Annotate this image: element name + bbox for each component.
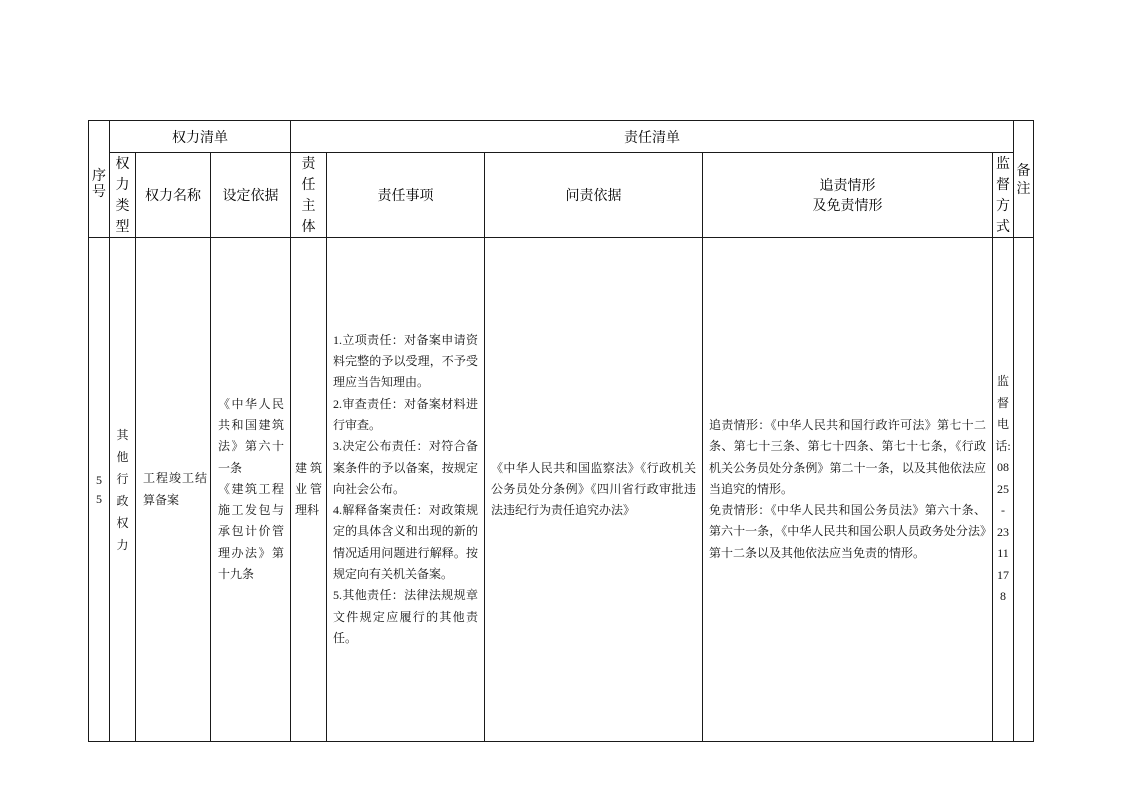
- header-accountability-cases-line2: 及免责情形: [812, 197, 883, 213]
- table-row: [89, 238, 1034, 742]
- supervision-text-segment: 08: [997, 460, 1010, 475]
- cell-legal-basis: [211, 238, 291, 742]
- responsibility-item: 4.解释备案责任：对政策规定的具体含义和出现的新的情况适用问题进行解释。按规定向有关机关备案。: [333, 503, 478, 582]
- supervision-text-segment: 话:: [995, 438, 1011, 453]
- supervision-text-segment: 17: [997, 567, 1010, 582]
- header-supervision-label: 监督方式: [996, 155, 1011, 234]
- header-cell-responsibility-items: [327, 153, 485, 238]
- responsibility-item: 1.立项责任：对备案申请资料完整的予以受理，不予受理应当告知理由。: [333, 332, 478, 390]
- supervision-text-segment: 23: [997, 524, 1010, 539]
- power-responsibility-table: [88, 120, 1034, 742]
- header-remarks-label: 备注: [1016, 162, 1031, 196]
- accountability-basis-text: 《中华人民共和国监察法》《行政机关公务员处分条例》《四川省行政审批违法违纪行为责任追究办法》: [491, 460, 696, 518]
- header-legal-basis-label: 设定依据: [222, 187, 279, 203]
- header-cell-power-type: [110, 153, 136, 238]
- supervision-text-segment: 25: [997, 481, 1010, 496]
- responsibility-item: 5.其他责任：法律法规规章文件规定应履行的其他责任。: [333, 588, 478, 645]
- header-cell-seq: [89, 121, 110, 238]
- accountability-case-paragraph: 追责情形：《中华人民共和国行政许可法》第七十二条、第七十三条、第七十四条、第七十七条，《行政机关公务员处分条例》第二十一条，以及其他依法应当追究的情形。: [709, 417, 986, 496]
- cell-supervision: [993, 238, 1014, 742]
- cell-responsibility-items: [327, 238, 485, 742]
- header-power-type-label: 权力类型: [115, 155, 130, 234]
- header-cell-legal-basis: [211, 153, 291, 238]
- exemption-case-paragraph: 免责情形：《中华人民共和国公务员法》第六十条、第六十一条，《中华人民共和国公职人员政务处分法》第十二条以及其他依法应当免责的情形。: [709, 503, 986, 560]
- header-power-name-label: 权力名称: [145, 187, 201, 203]
- supervision-text-segment: 电: [997, 417, 1010, 432]
- header-row-groups: [89, 121, 1034, 153]
- header-cell-responsible-subject: [291, 153, 327, 238]
- supervision-text: [993, 371, 1013, 608]
- header-responsible-subject-label: 责任主体: [301, 155, 316, 234]
- header-cell-accountability-basis: [485, 153, 703, 238]
- header-accountability-basis-label: 问责依据: [565, 187, 622, 203]
- supervision-text-segment: 督: [997, 395, 1010, 410]
- supervision-text-segment: 监: [997, 374, 1010, 389]
- responsible-subject-text: 建筑业管理科: [295, 460, 322, 518]
- cell-seq: [89, 238, 110, 742]
- header-seq-label: 序号: [91, 167, 106, 199]
- cell-accountability-basis: [485, 238, 703, 742]
- header-cell-power-list: [110, 121, 291, 153]
- supervision-text-segment: -: [1001, 503, 1006, 518]
- cell-power-name: [136, 238, 211, 742]
- header-cell-power-name: [136, 153, 211, 238]
- cell-remarks: [1014, 238, 1034, 742]
- responsibility-item: 2.审查责任：对备案材料进行审查。: [333, 396, 478, 432]
- header-accountability-cases-line1: 追责情形: [819, 177, 876, 193]
- cell-responsible-subject: [291, 238, 327, 742]
- legal-basis-paragraph: 《中华人民共和国建筑法》第六十一条: [218, 396, 284, 475]
- supervision-text-segment: 8: [1000, 589, 1007, 604]
- header-cell-responsibility-list: [291, 121, 1014, 153]
- responsibility-item: 3.决定公布责任：对符合备案条件的予以备案，按规定向社会公布。: [333, 439, 478, 496]
- cell-power-type: [110, 238, 136, 742]
- header-cell-remarks: [1014, 121, 1034, 238]
- cell-accountability-cases: [703, 238, 993, 742]
- legal-basis-paragraph: 《建筑工程施工发包与承包计价管理办法》第十九条: [218, 481, 284, 582]
- seq-number: 55: [96, 472, 102, 506]
- supervision-text-segment: 11: [997, 546, 1009, 561]
- header-cell-supervision: [993, 153, 1014, 238]
- power-name-text: 工程竣工结算备案: [143, 471, 207, 507]
- header-responsibility-items-label: 责任事项: [377, 187, 434, 203]
- header-cell-accountability-cases: [703, 153, 993, 238]
- header-responsibility-list-label: 责任清单: [624, 128, 681, 145]
- header-power-list-label: 权力清单: [172, 128, 228, 145]
- power-type-text: 其他行政权力: [116, 427, 129, 552]
- header-row-columns: [89, 153, 1034, 238]
